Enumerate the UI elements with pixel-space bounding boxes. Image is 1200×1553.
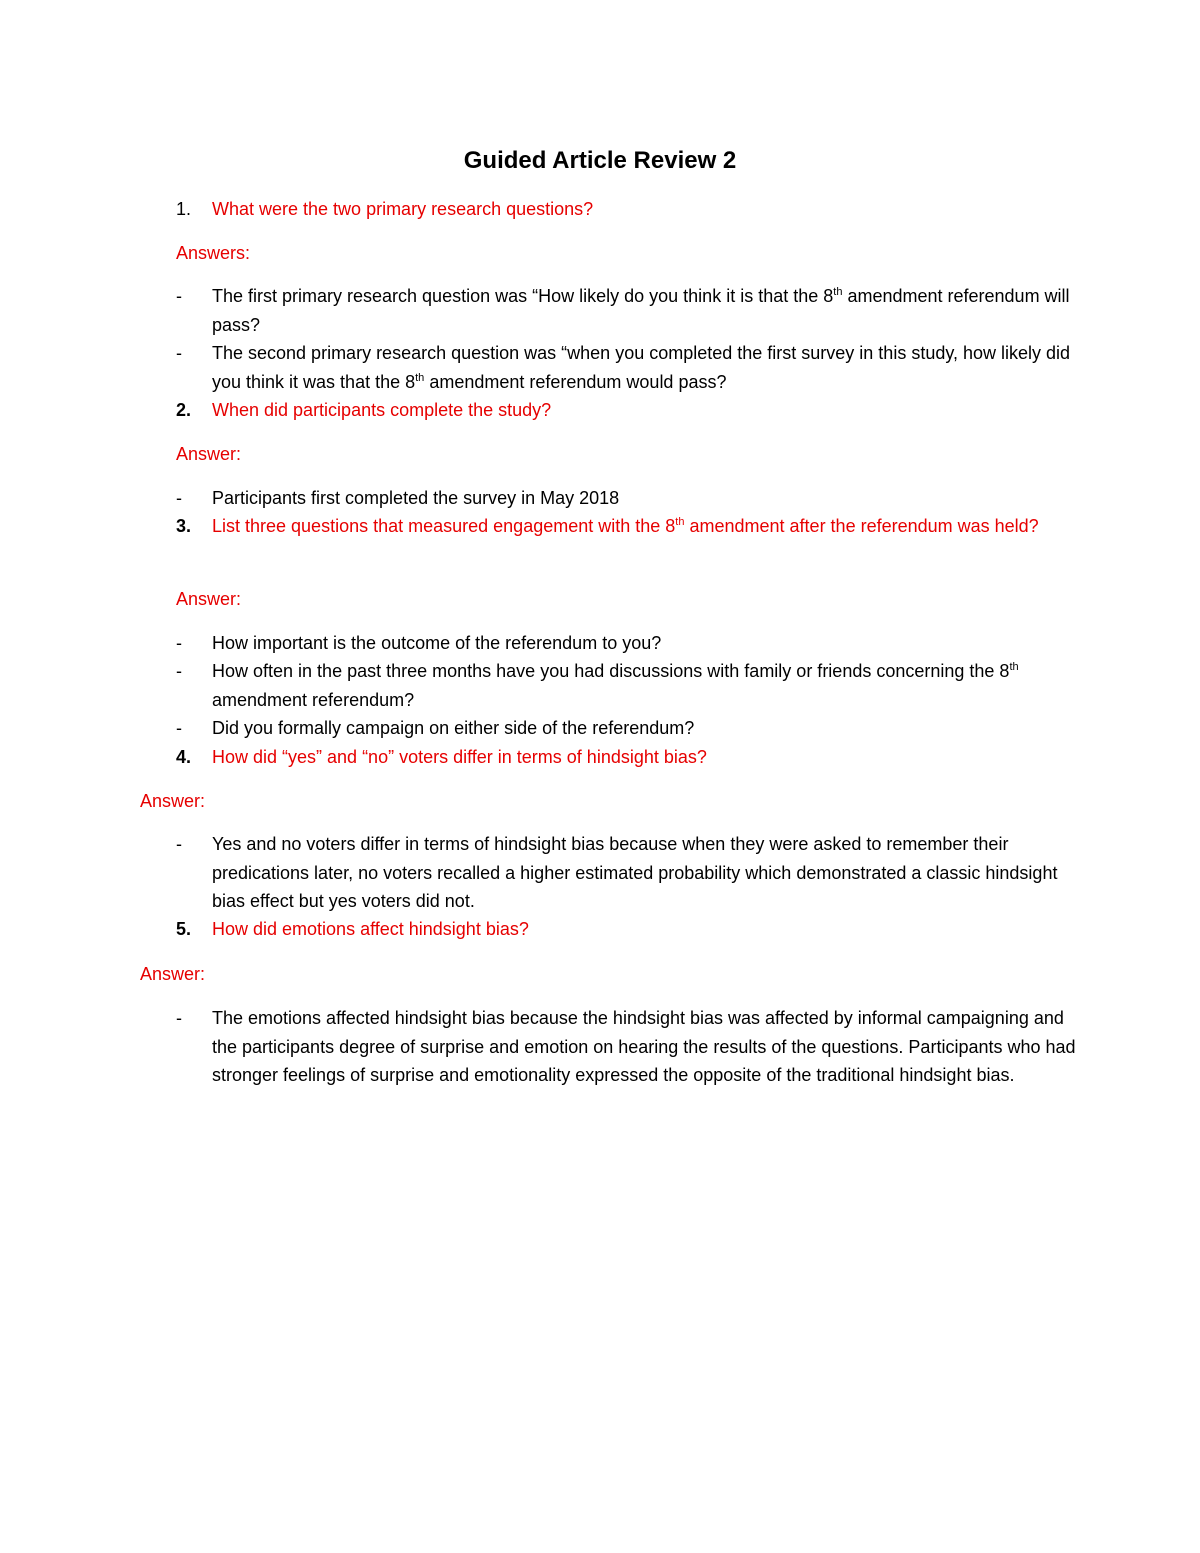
question-3-text: List three questions that measured engagement with the 8th amendment after the referendum was held?: [212, 516, 1039, 536]
question-1-number: 1.: [176, 199, 192, 219]
document-title: Guided Article Review 2: [463, 147, 737, 174]
bullet-dash: -: [176, 286, 182, 306]
answer-3-bullet-1-text: How important is the outcome of the referendum to you?: [212, 633, 662, 653]
question-5-number: 5.: [176, 919, 192, 939]
question-2-text: When did participants complete the study?: [212, 400, 552, 420]
question-3-number: 3.: [176, 516, 192, 536]
bullet-dash: -: [176, 633, 182, 653]
answer-1-bullet-1-text: The first primary research question was “How likely do you think it is that the 8th amendment referendum will pass?: [212, 286, 1070, 335]
answer-1-bullet-2-text: The second primary research question was “when you completed the first survey in this study, how likely did you think it was that the 8th amendment referendum would pass?: [212, 343, 1071, 392]
question-1-text: What were the two primary research questions?: [212, 199, 594, 219]
answer-1-label: Answers:: [176, 243, 251, 263]
answer-2-bullet-1-text: Participants first completed the survey in May 2018: [212, 488, 620, 508]
bullet-dash: -: [176, 1008, 182, 1028]
bullet-dash: -: [176, 343, 182, 363]
answer-3-bullet-2-text: How often in the past three months have you had discussions with family or friends concerning the 8th amendment referendum?: [212, 661, 1019, 710]
question-4-text: How did “yes” and “no” voters differ in terms of hindsight bias?: [212, 747, 707, 767]
answer-3-label: Answer:: [176, 589, 242, 609]
answer-4-bullet-1-text: Yes and no voters differ in terms of hindsight bias because when they were asked to remember their predications later, no voters recalled a higher estimated probability which demonstrated a classic hindsight bias effect but yes voters did not.: [212, 834, 1058, 911]
answer-5-bullet-1-text: The emotions affected hindsight bias because the hindsight bias was affected by informal campaigning and the participants degree of surprise and emotion on hearing the results of the questions. Participants who had stronger feelings of surprise and emotionality expressed the opposite of the traditional hindsight bias.: [212, 1008, 1076, 1085]
bullet-dash: -: [176, 834, 182, 854]
question-2-number: 2.: [176, 400, 192, 420]
question-4-number: 4.: [176, 747, 192, 767]
bullet-dash: -: [176, 661, 182, 681]
question-5-text: How did emotions affect hindsight bias?: [212, 919, 529, 939]
bullet-dash: -: [176, 488, 182, 508]
answer-4-label: Answer:: [140, 791, 206, 811]
answer-5-label: Answer:: [140, 964, 206, 984]
answer-3-bullet-3-text: Did you formally campaign on either side of the referendum?: [212, 718, 695, 738]
bullet-dash: -: [176, 718, 182, 738]
answer-2-label: Answer:: [176, 444, 242, 464]
